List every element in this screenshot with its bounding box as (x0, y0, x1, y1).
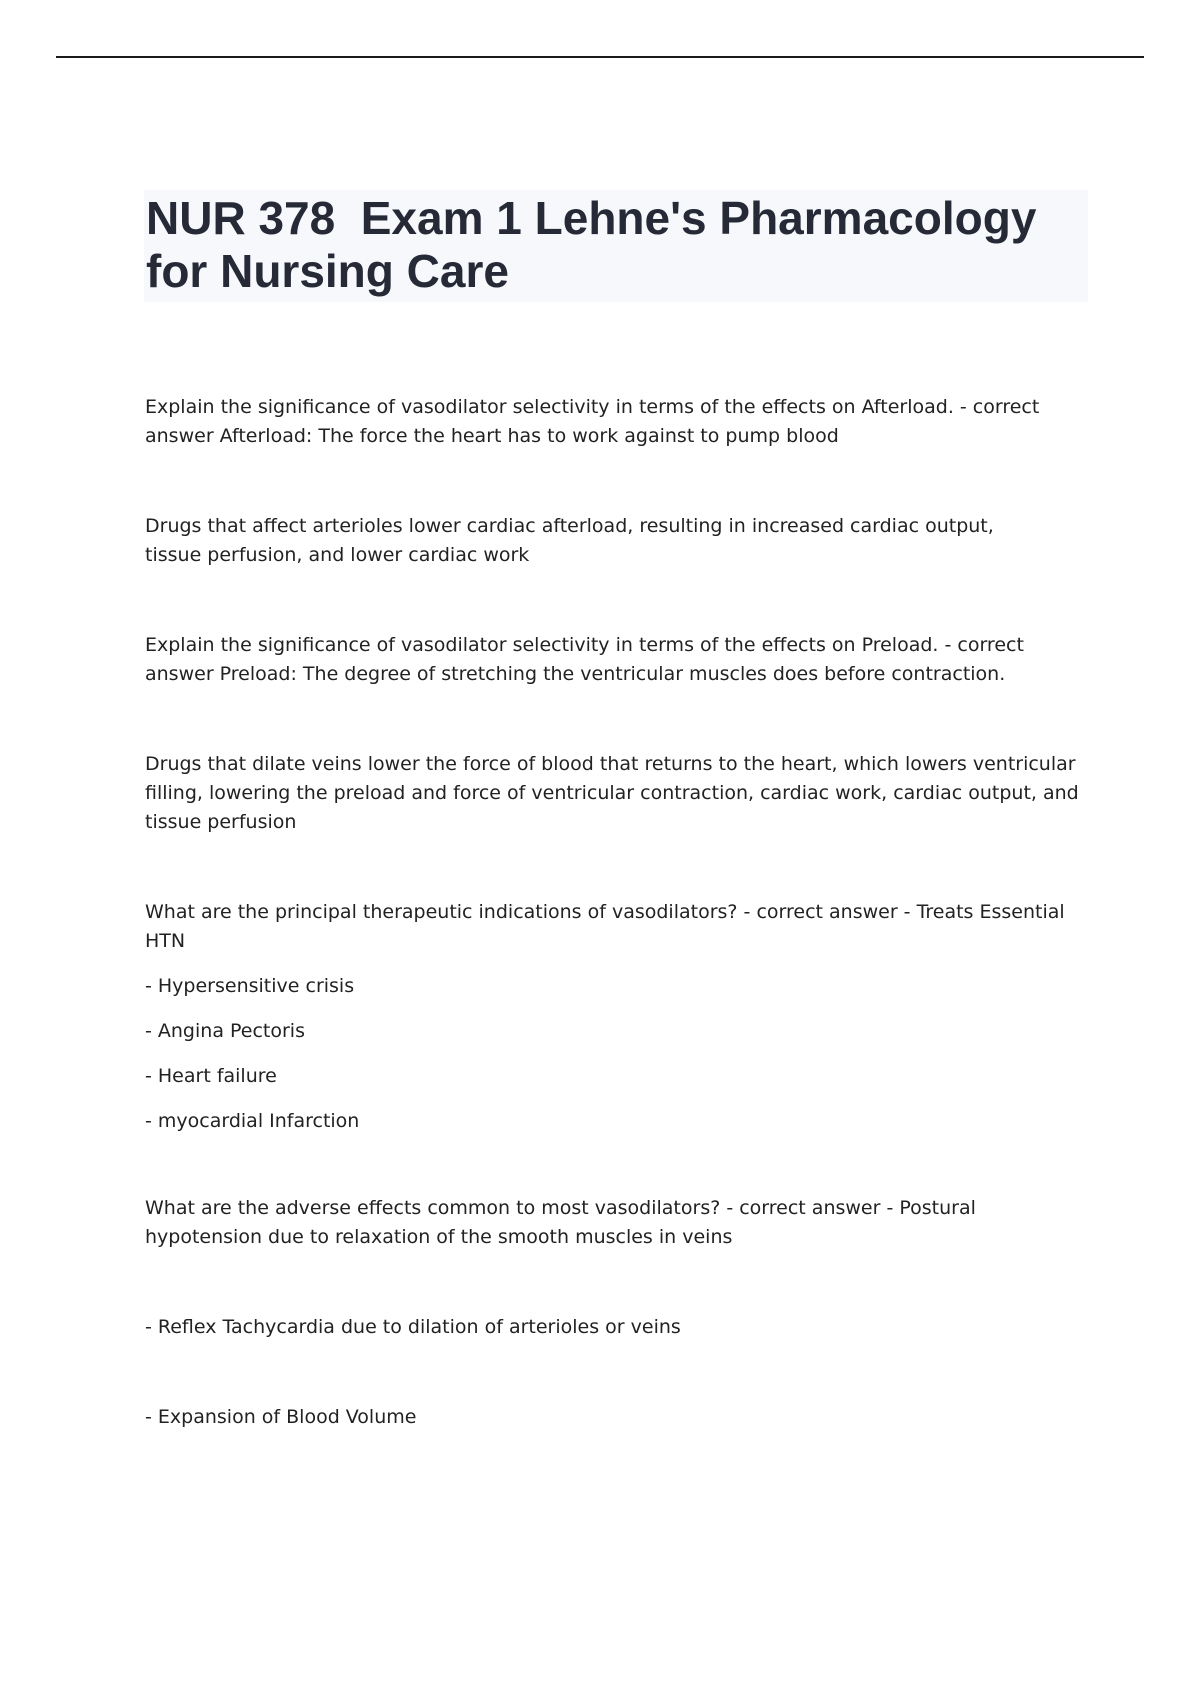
list-item: - Expansion of Blood Volume (145, 1406, 417, 1428)
list-item: - myocardial Infarction (145, 1110, 360, 1132)
answer-preload-detail: Drugs that dilate veins lower the force of blood that returns to the heart, which lowers ventricular filling, lowering the preload and force of ventricular contraction, cardiac work, cardiac output, and tissue perfusion (145, 753, 1085, 833)
question-adverse-effects: What are the adverse effects common to most vasodilators? - correct answer - Postural hypotension due to relaxation of the smooth muscles in veins (145, 1197, 982, 1248)
top-rule (56, 56, 1144, 58)
document-body (145, 393, 1095, 1432)
list-item: - Hypersensitive crisis (145, 975, 355, 997)
list-item: - Reflex Tachycardia due to dilation of arterioles or veins (145, 1316, 681, 1338)
question-indications: What are the principal therapeutic indications of vasodilators? - correct answer - Treats Essential HTN (145, 901, 1071, 952)
list-item: - Heart failure (145, 1065, 277, 1087)
list-item: - Angina Pectoris (145, 1020, 305, 1042)
question-afterload: Explain the significance of vasodilator selectivity in terms of the effects on Afterload. - correct answer Afterload: The force the heart has to work against to pump blood (145, 396, 1046, 447)
title-banner (144, 190, 1088, 302)
question-preload: Explain the significance of vasodilator selectivity in terms of the effects on Preload. - correct answer Preload: The degree of stretching the ventricular muscles does before contraction. (145, 634, 1030, 685)
document-title: NUR 378 Exam 1 Lehne's Pharmacology for Nursing Care (146, 192, 1050, 297)
answer-afterload-detail: Drugs that affect arterioles lower cardiac afterload, resulting in increased cardiac output, tissue perfusion, and lower cardiac work (145, 515, 1000, 566)
